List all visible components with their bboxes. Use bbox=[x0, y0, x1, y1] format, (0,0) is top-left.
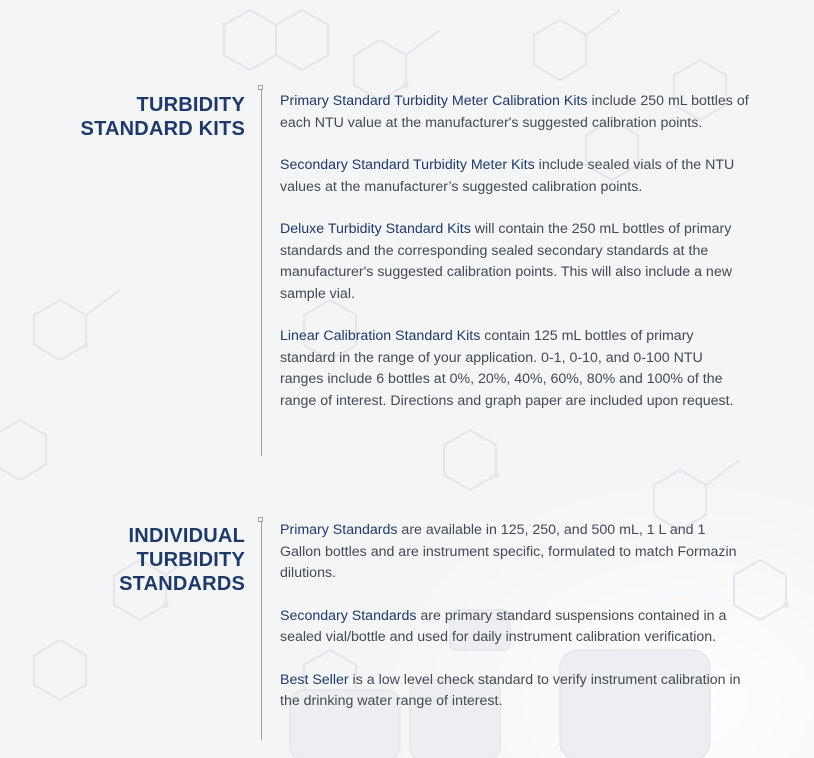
paragraph-text: include 250 mL bottles of each NTU value at the manufacturer's suggested calibration points. bbox=[280, 93, 749, 131]
paragraph bbox=[280, 91, 750, 134]
paragraph-lead: Deluxe Turbidity Standard Kits bbox=[280, 221, 471, 237]
heading-line: TURBIDITY bbox=[136, 94, 245, 116]
section-body bbox=[280, 91, 750, 433]
section-heading bbox=[81, 93, 245, 141]
heading-line: INDIVIDUAL bbox=[128, 525, 245, 547]
paragraph-text: are primary standard suspensions contained in a sealed vial/bottle and used for daily instrument calibration verification. bbox=[280, 607, 727, 645]
section-heading bbox=[119, 524, 245, 596]
paragraph bbox=[280, 606, 750, 649]
vertical-divider bbox=[261, 522, 262, 740]
heading-line: STANDARD KITS bbox=[80, 118, 245, 140]
paragraph bbox=[280, 520, 750, 585]
paragraph-lead: Best Seller bbox=[280, 671, 349, 688]
paragraph-lead: Linear Calibration Standard Kits bbox=[280, 328, 481, 344]
paragraph-lead: Secondary Standards bbox=[280, 607, 417, 624]
paragraph-text: contain 125 mL bottles of primary standard in the range of your application. 0-1, 0-10, and 0-100 NTU ranges include 6 bottles at 0%, 20%, 40%, 60%, 80% and 100% of the range of interest. Directions and graph paper are included upon request. bbox=[280, 328, 734, 409]
vertical-divider bbox=[261, 90, 262, 456]
paragraph-text: will contain the 250 mL bottles of primary standards and the corresponding sealed secondary standards at the manufacturer's suggested calibration points. This will also include a new sample vial. bbox=[280, 221, 732, 302]
paragraph-text: include sealed vials of the NTU values at the manufacturer’s suggested calibration points. bbox=[280, 157, 735, 195]
paragraph bbox=[280, 326, 750, 412]
paragraph bbox=[280, 155, 750, 198]
paragraph-text: is a low level check standard to verify instrument calibration in the drinking water range of interest. bbox=[280, 671, 741, 709]
heading-line: TURBIDITY bbox=[136, 549, 245, 571]
paragraph bbox=[280, 670, 750, 713]
paragraph-lead: Secondary Standard Turbidity Meter Kits bbox=[280, 157, 535, 173]
paragraph-lead: Primary Standards bbox=[280, 522, 398, 538]
heading-line: STANDARDS bbox=[119, 573, 245, 595]
paragraph bbox=[280, 219, 750, 305]
section-body bbox=[280, 520, 750, 734]
paragraph-lead: Primary Standard Turbidity Meter Calibration Kits bbox=[280, 93, 588, 109]
paragraph-text: are available in 125, 250, and 500 mL, 1 L and 1 Gallon bottles and are instrument specific, formulated to match Formazin dilutions. bbox=[280, 522, 737, 581]
